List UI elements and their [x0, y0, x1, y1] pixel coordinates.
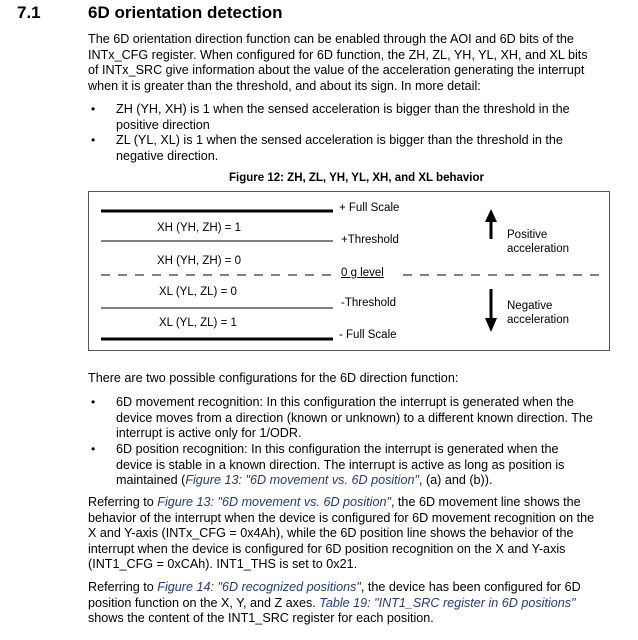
- intro-line: of INTx_SRC give information about the value of the acceleration generating the interrupt: [88, 63, 585, 78]
- config-bullet-movement: [116, 395, 628, 442]
- threshold-neg-label: -Threshold: [341, 297, 396, 309]
- down-arrow-icon: [485, 318, 497, 332]
- bullet-line: negative direction.: [116, 148, 219, 163]
- paragraph-line: interrupt when the device is configured for 6D position recognition on the X and Y-axis: [88, 541, 566, 556]
- state-high-1: XH (YH, ZH) = 1: [157, 222, 242, 234]
- state-low-1: XL (YL, ZL) = 1: [159, 317, 237, 329]
- intro-paragraph: [88, 32, 628, 94]
- detail-bullet: [116, 102, 628, 133]
- bullet-line: ZH (YH, XH) is 1 when the sensed acceleration is bigger than the threshold in the: [116, 102, 570, 116]
- state-high-0: XH (YH, ZH) = 0: [157, 255, 242, 267]
- bullet-line: device moves from a direction (known or unknown) to a different known direction. The: [116, 410, 593, 425]
- full-scale-neg-label: - Full Scale: [339, 329, 397, 341]
- bullet-line: interrupt is active only for 1/ODR.: [116, 426, 302, 441]
- detail-bullet: [116, 133, 628, 164]
- figure-13-link[interactable]: Figure 13: "6D movement vs. 6D position": [157, 495, 391, 509]
- intro-line: when it is greater than the threshold, and about its sign. In more detail:: [88, 78, 481, 93]
- paragraph-line: behavior of the interrupt when the device is configured for 6D movement recognition on the: [88, 510, 595, 525]
- figure-14-link[interactable]: Figure 14: "6D recognized positions": [157, 580, 361, 594]
- paragraph-fig13: Referring to Figure 13: "6D movement vs. 6D position", the 6D movement line shows the behavior of the interrupt when the device is configured for 6D movement recognition on the X and Y-axis (INTx_CFG = 0x4Ah), while the 6D position line shows the behavior of the interrupt when the device is configured for 6D position recognition on the X and Y-axis (INT1_CFG = 0xCAh). INT1_THS is set to 0x21.: [88, 495, 628, 573]
- bullet-icon: •: [91, 395, 96, 409]
- state-low-0: XL (YL, ZL) = 0: [159, 286, 237, 298]
- bullet-icon: •: [91, 133, 96, 147]
- figure-caption: Figure 12: ZH, ZL, YH, YL, XH, and XL behavior: [229, 172, 484, 184]
- intro-line: The 6D orientation direction function can be enabled through the AOI and 6D bits of the: [88, 32, 574, 46]
- positive-acceleration-label: Positive acceleration: [507, 229, 570, 255]
- paragraph-line: X and Y-axis (INTx_CFG = 0x4Ah), while the 6D position line shows the behavior of the: [88, 526, 574, 541]
- table-19-link[interactable]: Table 19: "INT1_SRC register in 6D positions": [319, 595, 576, 610]
- bullet-line: maintained (Figure 13: "6D movement vs. 6D position", (a) and (b)).: [116, 473, 493, 488]
- section-title: 6D orientation detection: [88, 3, 283, 22]
- paragraph-line: shows the content of the INT1_SRC register for each position.: [88, 611, 434, 626]
- bullet-icon: •: [91, 102, 96, 116]
- up-arrow-icon: [485, 209, 497, 222]
- figure-12: [88, 191, 610, 351]
- bullet-line: positive direction: [116, 117, 210, 132]
- bullet-line: 6D position recognition: In this configuration the interrupt is generated when the: [116, 442, 559, 456]
- intro-line: INTx_CFG register. When configured for 6D function, the ZH, ZL, YH, YL, XH, and XL bits: [88, 47, 588, 62]
- negative-acceleration-label: Negative acceleration: [507, 300, 570, 326]
- figure-13-link[interactable]: Figure 13: "6D movement vs. 6D position": [185, 473, 419, 488]
- bullet-line: 6D movement recognition: In this configuration the interrupt is generated when the: [116, 395, 574, 409]
- configs-intro: There are two possible configurations for the 6D direction function:: [88, 371, 459, 385]
- config-bullet-position: [116, 442, 628, 489]
- full-scale-pos-label: + Full Scale: [339, 202, 400, 214]
- paragraph-fig14: Referring to Figure 14: "6D recognized positions", the device has been configured for 6D position function on the X, Y, and Z axes. Table 19: "INT1_SRC register in 6D positions" shows the content of the INT1_SRC register for each position.: [88, 580, 628, 627]
- zero-g-label: 0 g level: [341, 267, 384, 279]
- threshold-pos-label: +Threshold: [341, 234, 399, 246]
- paragraph-line: (INT1_CFG = 0xCAh). INT1_THS is set to 0x21.: [88, 557, 358, 572]
- bullet-line: device is stable in a known direction. The interrupt is active as long as position is: [116, 457, 565, 472]
- bullet-icon: •: [91, 442, 96, 456]
- bullet-line: ZL (YL, XL) is 1 when the sensed acceleration is bigger than the threshold in the: [116, 133, 563, 147]
- section-number: 7.1: [17, 3, 41, 22]
